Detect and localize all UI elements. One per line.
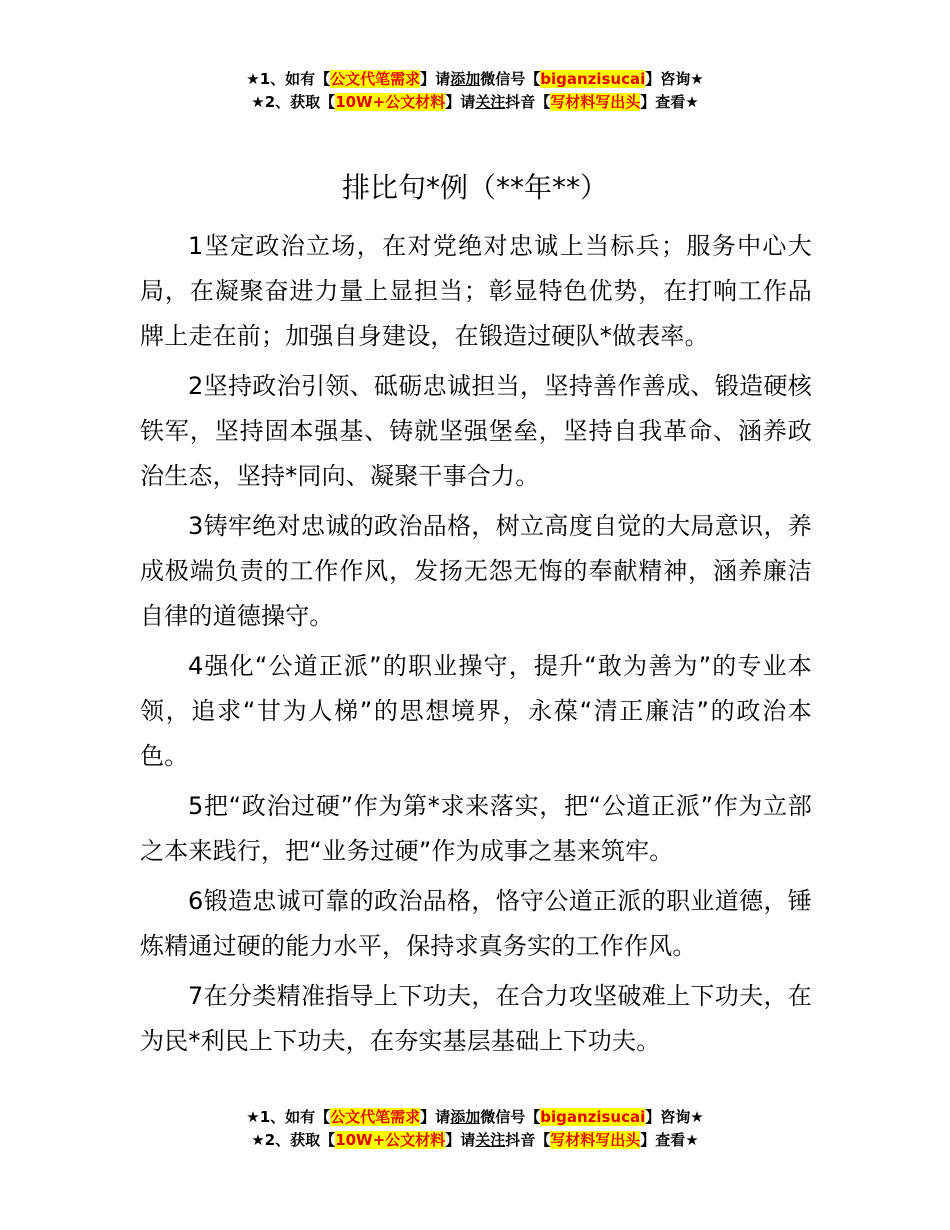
highlight-wechat-id: biganzisucai <box>540 70 646 88</box>
footer-banner <box>0 1106 950 1152</box>
paragraph-4: 4强化“公道正派”的职业操守，提升“敢为善为”的专业本领，追求“甘为人梯”的思想境界，永葆“清正廉洁”的政治本色。 <box>140 652 812 770</box>
paragraph-5: 5把“政治过硬”作为第*求来落实，把“公道正派”作为立部之本来践行，把“业务过硬”作为成事之基来筑牢。 <box>140 792 812 865</box>
paragraph-1: 1坚定政治立场，在对党绝对忠诚上当标兵；服务中心大局，在凝聚奋进力量上显担当；彰显特色优势，在打响工作品牌上走在前；加强自身建设，在锻造过硬队*做表率。 <box>140 232 812 350</box>
paragraph-7: 7在分类精准指导上下功夫，在合力攻坚破难上下功夫，在为民*利民上下功夫，在夯实基层基础上下功夫。 <box>140 982 812 1055</box>
highlight-ghostwriting: 公文代笔需求 <box>330 1108 421 1126</box>
highlight-materials: 10W+公文材料 <box>335 1131 446 1149</box>
highlight-douyin-account: 写材料写出头 <box>550 93 641 111</box>
paragraph-3: 3铸牢绝对忠诚的政治品格，树立高度自觉的大局意识，养成极端负责的工作作风，发扬无怨无悔的奉献精神，涵养廉洁自律的道德操守。 <box>140 512 812 630</box>
document-body <box>140 224 812 1069</box>
paragraph-6: 6锻造忠诚可靠的政治品格，恪守公道正派的职业道德，锤炼精通过硬的能力水平，保持求真务实的工作作风。 <box>140 887 812 960</box>
highlight-materials: 10W+公文材料 <box>335 93 446 111</box>
paragraph-2: 2坚持政治引领、砥砺忠诚担当，坚持善作善成、锻造硬核铁军，坚持固本强基、铸就坚强堡垒，坚持自我革命、涵养政治生态，坚持*同向、凝聚干事合力。 <box>140 372 812 490</box>
banner-line-1: ★1、如有【公文代笔需求】请添加微信号【biganzisucai】咨询★ <box>246 70 704 88</box>
header-banner <box>0 68 950 114</box>
document-title: 排比句*例（**年**） <box>341 171 608 204</box>
banner-line-2: ★2、获取【10W+公文材料】请关注抖音【写材料写出头】查看★ <box>251 93 699 111</box>
banner-line-2: ★2、获取【10W+公文材料】请关注抖音【写材料写出头】查看★ <box>251 1131 699 1149</box>
highlight-ghostwriting: 公文代笔需求 <box>330 70 421 88</box>
banner-line-1: ★1、如有【公文代笔需求】请添加微信号【biganzisucai】咨询★ <box>246 1108 704 1126</box>
highlight-wechat-id: biganzisucai <box>540 1108 646 1126</box>
highlight-douyin-account: 写材料写出头 <box>550 1131 641 1149</box>
